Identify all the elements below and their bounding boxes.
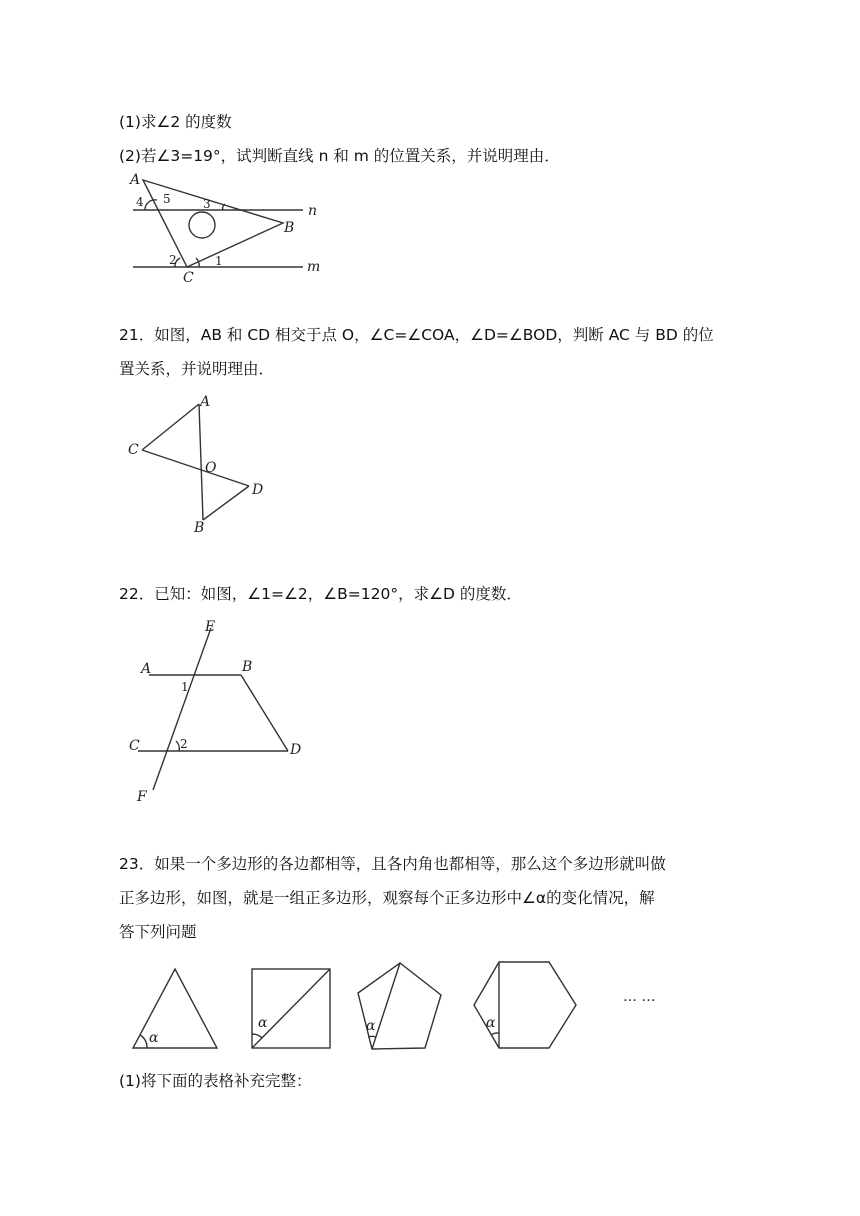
line-m-label: m [307,259,321,275]
point-d-label: D [252,482,264,498]
hexagon-alpha-arc [491,1033,499,1035]
q22-text-line1: 22．已知：如图，∠1=∠2，∠B=120°，求∠D 的度数． [119,585,522,603]
pentagon-alpha-arc [368,1036,376,1037]
angle-1-label: 1 [181,680,189,694]
segment-ab [199,404,203,520]
circle [189,212,215,238]
segment-bd [203,486,249,520]
angle-1-label: 1 [215,254,223,268]
regular-triangle [133,969,217,1048]
point-a-label: A [141,661,152,677]
angle-3-label: 3 [203,197,211,211]
angle-2-label: 2 [169,253,177,267]
angle-3-arc [223,204,225,210]
point-c-label: C [129,738,140,754]
segment-bd [241,675,288,751]
square-alpha-label: α [258,1015,268,1031]
point-c-label: C [183,270,194,286]
point-f-label: F [137,789,147,805]
triangle-alpha-arc [140,1035,147,1048]
q21-text-line2: 置关系，并说明理由． [119,360,275,378]
polygons-ellipsis: … … [623,989,656,1005]
regular-hexagon [474,962,576,1048]
point-a-label: A [130,172,141,188]
q22-figure [125,615,315,810]
angle-4-label: 4 [136,195,144,209]
square-diagonal [252,969,330,1048]
angle-2-label: 2 [180,737,188,751]
point-b-label: B [284,220,295,236]
transversal-ef [153,628,211,790]
q23-part1-text: (1)将下面的表格补充完整： [119,1072,312,1090]
pentagon-alpha-label: α [366,1018,376,1034]
q21-figure [125,390,270,540]
q23-text-line2: 正多边形，如图，就是一组正多边形，观察每个正多边形中∠α的变化情况，解 [119,889,655,907]
angle-5-label: 5 [163,192,171,206]
q20-part1-text: (1)求∠2 的度数 [119,113,232,131]
point-a-label: A [200,394,211,410]
segment-cd [142,450,249,486]
point-e-label: E [205,619,216,635]
point-b-label: B [194,520,205,536]
segment-ac [142,404,199,450]
q23-text-line1: 23．如果一个多边形的各边都相等，且各内角也都相等，那么这个多边形就叫做 [119,855,666,873]
q20-part2-text: (2)若∠3=19°，试判断直线 n 和 m 的位置关系，并说明理由． [119,147,560,165]
line-n-label: n [308,203,318,219]
angle-2-arc [176,741,179,751]
q23-text-line3: 答下列问题 [119,923,197,941]
pentagon-diagonal [372,963,400,1049]
triangle-alpha-label: α [149,1030,159,1046]
point-d-label: D [290,742,302,758]
point-c-label: C [128,442,139,458]
q21-text-line1: 21．如图，AB 和 CD 相交于点 O，∠C=∠COA，∠D=∠BOD，判断 AC 与 BD 的位 [119,326,714,344]
hexagon-alpha-label: α [486,1015,496,1031]
q20-figure [125,170,335,288]
point-b-label: B [242,659,253,675]
square-alpha-arc [252,1034,262,1038]
q23-polygons-figure [125,955,685,1060]
point-o-label: O [205,460,217,476]
